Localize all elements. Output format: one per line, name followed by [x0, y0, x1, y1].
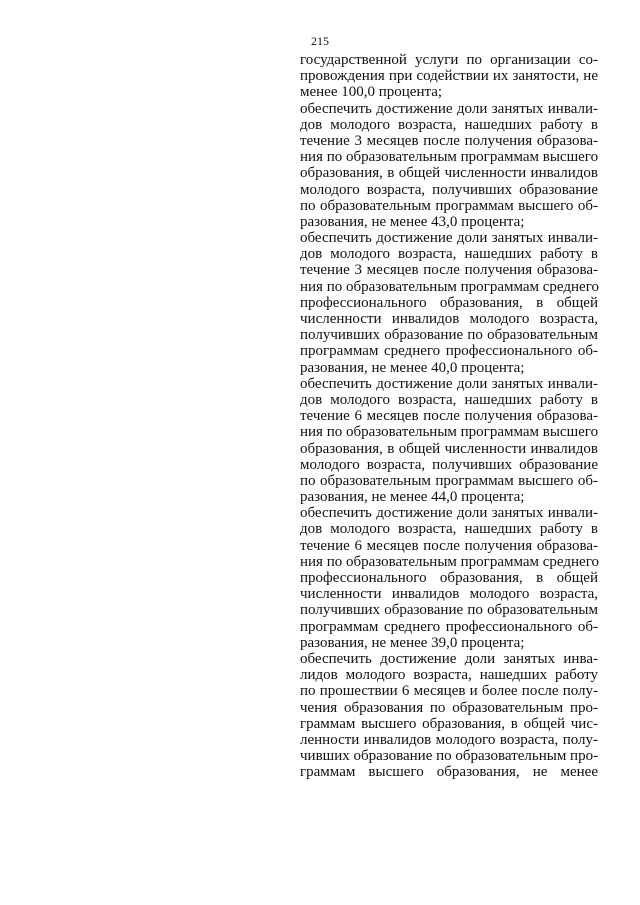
text-line: профессионального образования, в общей — [300, 294, 598, 311]
text-line: ния по образовательным программам высшего — [300, 424, 599, 441]
text-line: обеспечить достижение доли занятых инва- — [300, 650, 598, 667]
text-line: обеспечить достижение доли занятых инвали- — [300, 375, 598, 392]
text-line: получивших образование по образовательным — [300, 602, 598, 619]
text-line: чивших образование по образовательным про- — [300, 748, 599, 765]
text-line: течение 6 месяцев после получения образова- — [300, 408, 598, 425]
text-line: разования, не менее 39,0 процента; — [300, 634, 525, 651]
text-line: государственной услуги по организации со- — [300, 52, 598, 68]
text-line: разования, не менее 44,0 процента; — [300, 489, 525, 506]
text-line: течение 3 месяцев после получения образова- — [300, 132, 598, 149]
text-line: дов молодого возраста, нашедших работу в — [300, 521, 598, 538]
text-line: ния по образовательным программам среднего — [300, 278, 599, 295]
text-line: программам среднего профессионального об- — [300, 618, 598, 635]
text-line: численности инвалидов молодого возраста, — [300, 311, 598, 327]
text-line: разования, не менее 43,0 процента; — [300, 213, 525, 230]
text-line: программам среднего профессионального об- — [300, 343, 598, 360]
text-line: лидов молодого возраста, нашедших работу — [300, 667, 598, 684]
text-line: дов молодого возраста, нашедших работу в — [300, 116, 598, 133]
text-line: разования, не менее 40,0 процента; — [300, 359, 525, 376]
text-line: образования, в общей численности инвалидов — [300, 165, 598, 182]
text-line: течение 3 месяцев после получения образова- — [300, 262, 598, 279]
text-line: граммам высшего образования, в общей чис- — [300, 715, 598, 732]
text-line: по образовательным программам высшего об- — [300, 197, 598, 214]
text-line: менее 100,0 процента; — [300, 84, 443, 101]
text-line: дов молодого возраста, нашедших работу в — [300, 246, 598, 263]
text-line: по образовательным программам высшего об- — [300, 472, 598, 489]
text-line: граммам высшего образования, не менее — [300, 764, 598, 781]
document-text-column — [300, 52, 598, 780]
text-line: получивших образование по образовательным — [300, 327, 598, 344]
text-line: обеспечить достижение доли занятых инвали- — [300, 230, 598, 247]
text-line: ленности инвалидов молодого возраста, полу- — [300, 731, 598, 748]
text-line: молодого возраста, получивших образование — [300, 181, 598, 198]
text-line: молодого возраста, получивших образование — [300, 456, 598, 473]
text-line: образования, в общей численности инвалидов — [300, 440, 598, 457]
text-line: течение 6 месяцев после получения образова- — [300, 537, 598, 554]
text-line: обеспечить достижение доли занятых инвали- — [300, 100, 598, 117]
text-line: численности инвалидов молодого возраста, — [300, 586, 598, 603]
text-line: по прошествии 6 месяцев и более после полу- — [300, 683, 598, 700]
text-line: ния по образовательным программам среднего — [300, 553, 599, 570]
text-line: дов молодого возраста, нашедших работу в — [300, 391, 598, 408]
text-line: ния по образовательным программам высшего — [300, 149, 599, 166]
text-line: профессионального образования, в общей — [300, 570, 598, 586]
page-number: 215 — [311, 34, 329, 48]
text-line: провождения при содействии их занятости, не — [300, 68, 598, 85]
text-line: обеспечить достижение доли занятых инвали- — [300, 505, 598, 522]
text-line: чения образования по образовательным про- — [300, 699, 598, 716]
